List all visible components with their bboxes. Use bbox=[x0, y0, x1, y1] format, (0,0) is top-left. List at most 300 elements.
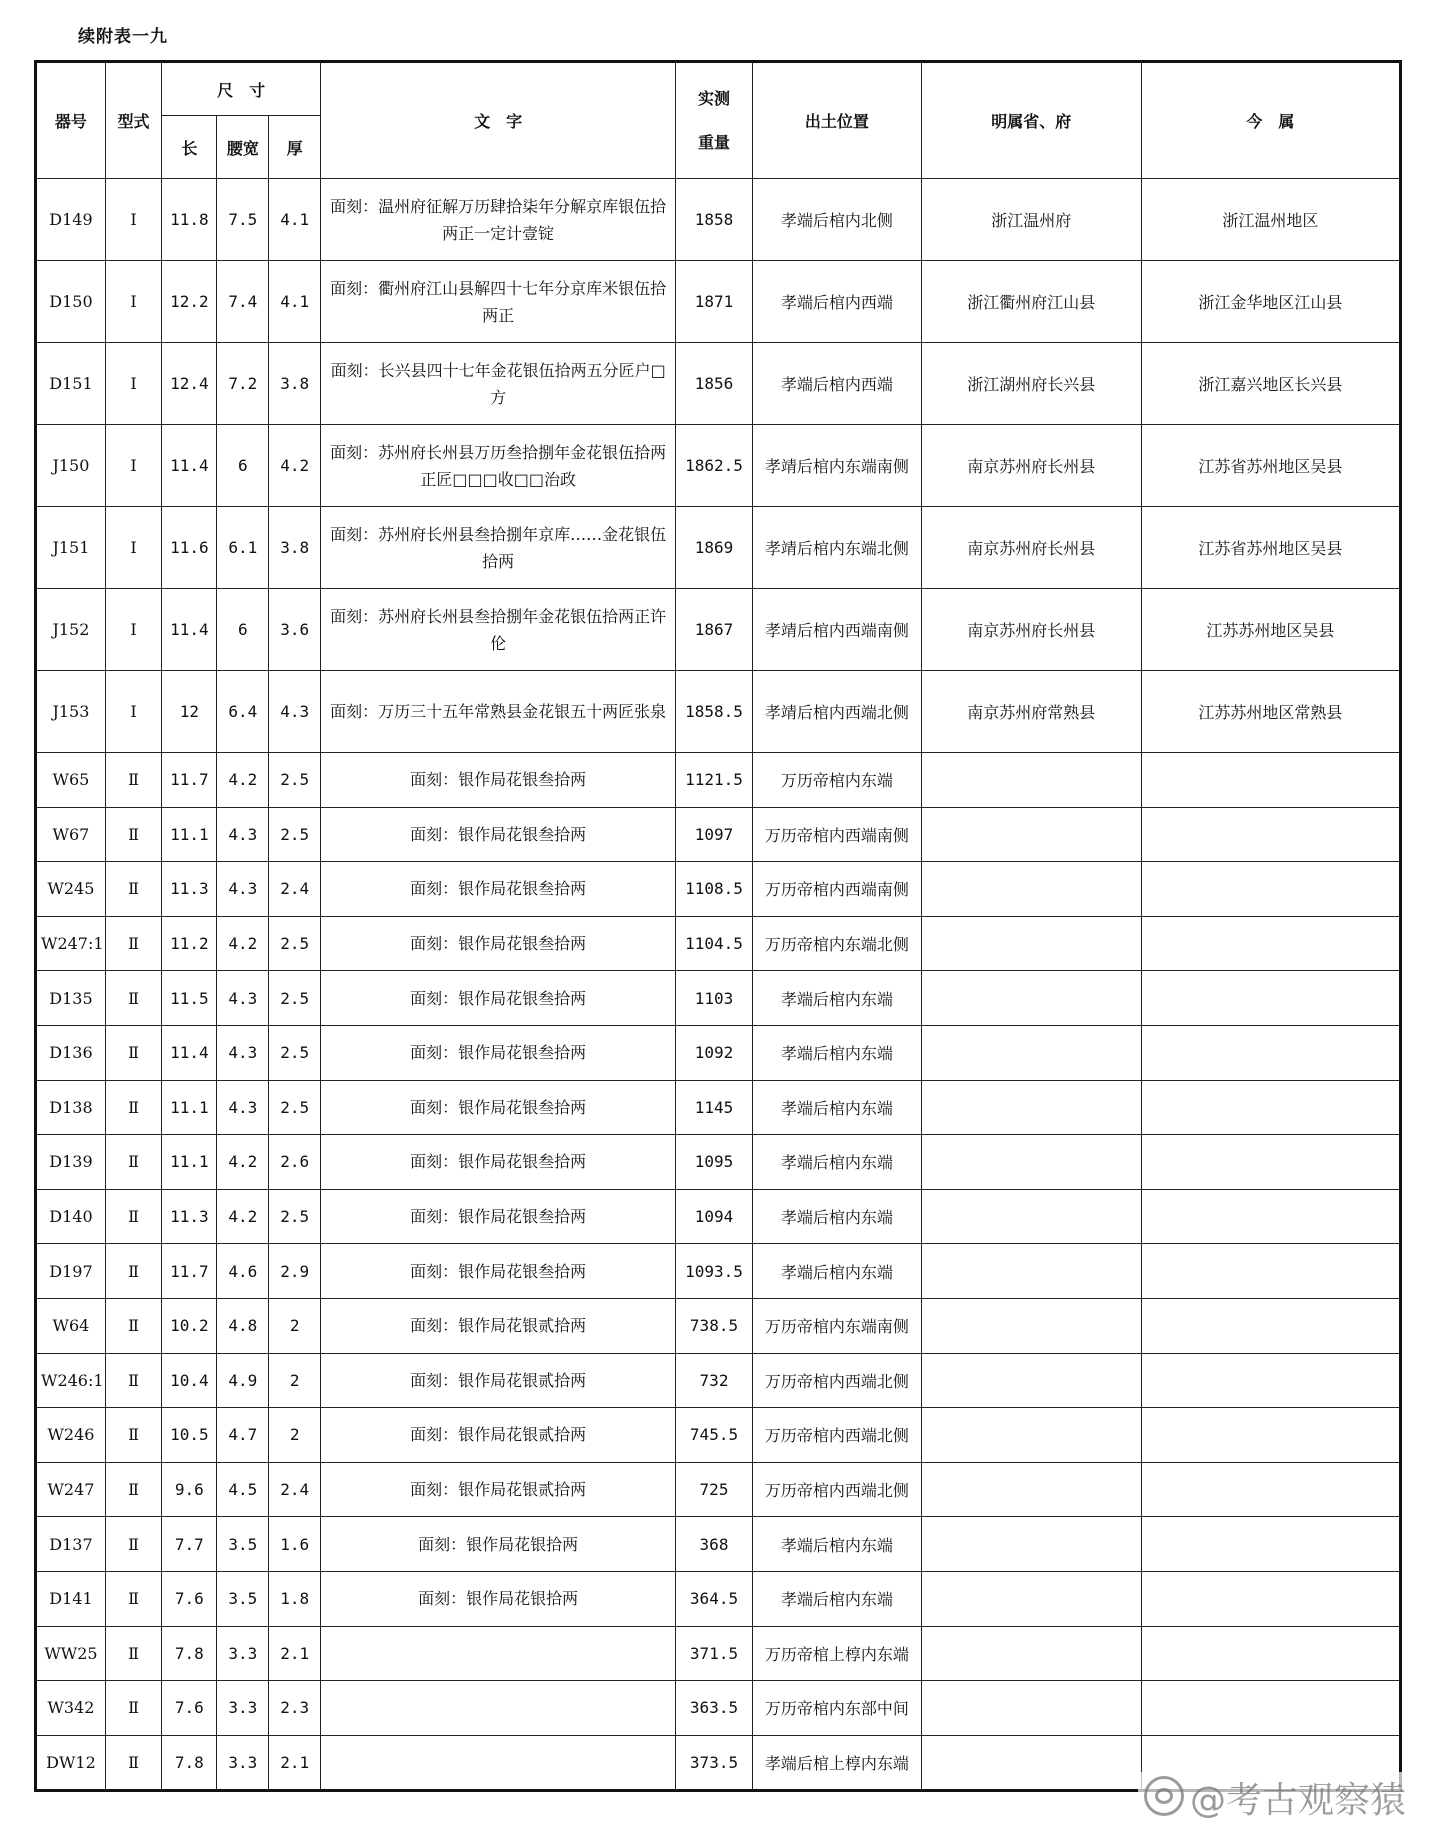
cell-length: 11.4 bbox=[162, 425, 217, 507]
table-caption: 续附表一九 bbox=[78, 27, 168, 47]
table-row bbox=[36, 862, 1401, 917]
cell-weight: 1862.5 bbox=[676, 425, 753, 507]
cell-waist: 4.7 bbox=[217, 1408, 269, 1463]
cell-inscription: 面刻：银作局花银叁拾两 bbox=[321, 971, 676, 1026]
cell-id: W64 bbox=[36, 1298, 106, 1353]
header-length: 长 bbox=[162, 116, 217, 179]
cell-ming bbox=[921, 1681, 1141, 1736]
cell-location: 孝靖后棺内东端北侧 bbox=[752, 507, 921, 589]
cell-today bbox=[1141, 1189, 1400, 1244]
cell-thick: 2.5 bbox=[269, 1189, 321, 1244]
table-row bbox=[36, 1189, 1401, 1244]
cell-length: 7.6 bbox=[162, 1571, 217, 1626]
cell-type: Ⅱ bbox=[105, 1353, 161, 1408]
cell-location: 孝端后棺内西端 bbox=[752, 261, 921, 343]
cell-ming bbox=[921, 1353, 1141, 1408]
cell-id: D139 bbox=[36, 1135, 106, 1190]
cell-length: 10.2 bbox=[162, 1298, 217, 1353]
cell-waist: 4.9 bbox=[217, 1353, 269, 1408]
cell-thick: 4.2 bbox=[269, 425, 321, 507]
cell-thick: 2.5 bbox=[269, 753, 321, 808]
cell-length: 7.6 bbox=[162, 1681, 217, 1736]
cell-inscription: 面刻：银作局花银叁拾两 bbox=[321, 1189, 676, 1244]
cell-id: W65 bbox=[36, 753, 106, 808]
cell-length: 11.1 bbox=[162, 1135, 217, 1190]
cell-location: 孝端后棺内东端 bbox=[752, 1080, 921, 1135]
table-row bbox=[36, 1462, 1401, 1517]
cell-weight: 1856 bbox=[676, 343, 753, 425]
cell-id: D137 bbox=[36, 1517, 106, 1572]
cell-length: 12 bbox=[162, 671, 217, 753]
cell-inscription: 面刻：万历三十五年常熟县金花银五十两匠张泉 bbox=[321, 671, 676, 753]
header-inscription: 文 字 bbox=[321, 62, 676, 179]
cell-ming bbox=[921, 1626, 1141, 1681]
cell-thick: 2 bbox=[269, 1298, 321, 1353]
cell-ming: 浙江温州府 bbox=[921, 179, 1141, 261]
cell-type: Ⅱ bbox=[105, 1298, 161, 1353]
cell-location: 万历帝棺内西端南侧 bbox=[752, 807, 921, 862]
cell-location: 孝端后棺内东端 bbox=[752, 971, 921, 1026]
cell-type: Ⅱ bbox=[105, 1735, 161, 1791]
cell-length: 7.8 bbox=[162, 1735, 217, 1791]
cell-waist: 7.2 bbox=[217, 343, 269, 425]
cell-ming bbox=[921, 1298, 1141, 1353]
cell-thick: 2.5 bbox=[269, 1080, 321, 1135]
cell-thick: 2.4 bbox=[269, 1462, 321, 1517]
table-row bbox=[36, 807, 1401, 862]
cell-weight: 1867 bbox=[676, 589, 753, 671]
cell-today bbox=[1141, 862, 1400, 917]
cell-location: 万历帝棺内西端北侧 bbox=[752, 1408, 921, 1463]
cell-inscription: 面刻：银作局花银拾两 bbox=[321, 1517, 676, 1572]
cell-length: 11.3 bbox=[162, 862, 217, 917]
cell-type: Ⅱ bbox=[105, 862, 161, 917]
cell-type: Ⅱ bbox=[105, 1571, 161, 1626]
cell-location: 万历帝棺内东端 bbox=[752, 753, 921, 808]
cell-weight: 725 bbox=[676, 1462, 753, 1517]
cell-type: Ⅱ bbox=[105, 1189, 161, 1244]
cell-location: 万历帝棺内西端北侧 bbox=[752, 1353, 921, 1408]
cell-inscription: 面刻：银作局花银贰拾两 bbox=[321, 1408, 676, 1463]
cell-id: W246:1 bbox=[36, 1353, 106, 1408]
cell-thick: 2.6 bbox=[269, 1135, 321, 1190]
cell-weight: 1103 bbox=[676, 971, 753, 1026]
cell-location: 万历帝棺内东端南侧 bbox=[752, 1298, 921, 1353]
cell-inscription: 面刻：苏州府长州县叁拾捌年京库……金花银伍拾两 bbox=[321, 507, 676, 589]
table-row bbox=[36, 1244, 1401, 1299]
cell-inscription: 面刻：衢州府江山县解四十七年分京库米银伍拾两正 bbox=[321, 261, 676, 343]
cell-ming bbox=[921, 916, 1141, 971]
cell-weight: 1097 bbox=[676, 807, 753, 862]
cell-type: Ⅱ bbox=[105, 1408, 161, 1463]
cell-weight: 1145 bbox=[676, 1080, 753, 1135]
cell-id: J152 bbox=[36, 589, 106, 671]
header-thick: 厚 bbox=[269, 116, 321, 179]
cell-id: W67 bbox=[36, 807, 106, 862]
watermark bbox=[1138, 1772, 1412, 1823]
table-row bbox=[36, 507, 1401, 589]
cell-weight: 1092 bbox=[676, 1025, 753, 1080]
cell-ming bbox=[921, 753, 1141, 808]
cell-type: Ⅱ bbox=[105, 1462, 161, 1517]
table-row bbox=[36, 1408, 1401, 1463]
cell-length: 9.6 bbox=[162, 1462, 217, 1517]
cell-waist: 7.4 bbox=[217, 261, 269, 343]
header-ming: 明属省、府 bbox=[921, 62, 1141, 179]
cell-today bbox=[1141, 916, 1400, 971]
table-row bbox=[36, 1298, 1401, 1353]
cell-type: Ⅰ bbox=[105, 261, 161, 343]
cell-today: 浙江金华地区江山县 bbox=[1141, 261, 1400, 343]
cell-location: 万历帝棺上椁内东端 bbox=[752, 1626, 921, 1681]
cell-length: 11.5 bbox=[162, 971, 217, 1026]
cell-location: 孝端后棺上椁内东端 bbox=[752, 1735, 921, 1791]
cell-inscription: 面刻：银作局花银贰拾两 bbox=[321, 1462, 676, 1517]
table-row bbox=[36, 1353, 1401, 1408]
cell-inscription bbox=[321, 1735, 676, 1791]
cell-waist: 4.3 bbox=[217, 862, 269, 917]
cell-type: Ⅰ bbox=[105, 425, 161, 507]
cell-id: WW25 bbox=[36, 1626, 106, 1681]
cell-location: 孝端后棺内北侧 bbox=[752, 179, 921, 261]
cell-type: Ⅱ bbox=[105, 1244, 161, 1299]
cell-thick: 1.6 bbox=[269, 1517, 321, 1572]
cell-waist: 4.2 bbox=[217, 1189, 269, 1244]
cell-thick: 2.5 bbox=[269, 916, 321, 971]
cell-inscription: 面刻：银作局花银叁拾两 bbox=[321, 1244, 676, 1299]
cell-id: W247:1 bbox=[36, 916, 106, 971]
table-row bbox=[36, 1025, 1401, 1080]
cell-weight: 1858.5 bbox=[676, 671, 753, 753]
cell-weight: 1093.5 bbox=[676, 1244, 753, 1299]
cell-thick: 2.4 bbox=[269, 862, 321, 917]
cell-waist: 6.4 bbox=[217, 671, 269, 753]
cell-waist: 3.3 bbox=[217, 1681, 269, 1736]
cell-today: 江苏苏州地区常熟县 bbox=[1141, 671, 1400, 753]
cell-location: 孝端后棺内东端 bbox=[752, 1244, 921, 1299]
cell-waist: 4.5 bbox=[217, 1462, 269, 1517]
table-body bbox=[36, 179, 1401, 1791]
cell-inscription: 面刻：银作局花银贰拾两 bbox=[321, 1298, 676, 1353]
cell-location: 万历帝棺内东端北侧 bbox=[752, 916, 921, 971]
cell-location: 孝端后棺内东端 bbox=[752, 1189, 921, 1244]
cell-thick: 4.1 bbox=[269, 179, 321, 261]
cell-location: 孝端后棺内西端 bbox=[752, 343, 921, 425]
cell-length: 11.6 bbox=[162, 507, 217, 589]
cell-weight: 738.5 bbox=[676, 1298, 753, 1353]
cell-today: 浙江嘉兴地区长兴县 bbox=[1141, 343, 1400, 425]
cell-length: 10.4 bbox=[162, 1353, 217, 1408]
cell-thick: 2.1 bbox=[269, 1626, 321, 1681]
cell-waist: 4.3 bbox=[217, 1080, 269, 1135]
watermark-text: @考古观察猿 bbox=[1189, 1780, 1406, 1821]
cell-today bbox=[1141, 971, 1400, 1026]
cell-length: 11.1 bbox=[162, 1080, 217, 1135]
cell-type: Ⅰ bbox=[105, 343, 161, 425]
cell-thick: 3.8 bbox=[269, 507, 321, 589]
cell-ming bbox=[921, 1408, 1141, 1463]
cell-type: Ⅱ bbox=[105, 916, 161, 971]
cell-today: 江苏省苏州地区吴县 bbox=[1141, 425, 1400, 507]
cell-today bbox=[1141, 1244, 1400, 1299]
table-row bbox=[36, 971, 1401, 1026]
cell-inscription: 面刻：银作局花银叁拾两 bbox=[321, 807, 676, 862]
cell-type: Ⅱ bbox=[105, 1517, 161, 1572]
cell-waist: 6 bbox=[217, 589, 269, 671]
cell-id: J151 bbox=[36, 507, 106, 589]
cell-location: 万历帝棺内西端北侧 bbox=[752, 1462, 921, 1517]
cell-inscription: 面刻：银作局花银叁拾两 bbox=[321, 1080, 676, 1135]
table-row bbox=[36, 1626, 1401, 1681]
cell-length: 11.2 bbox=[162, 916, 217, 971]
cell-location: 孝靖后棺内东端南侧 bbox=[752, 425, 921, 507]
cell-ming bbox=[921, 1571, 1141, 1626]
cell-today bbox=[1141, 1626, 1400, 1681]
cell-location: 孝端后棺内东端 bbox=[752, 1135, 921, 1190]
cell-today bbox=[1141, 1408, 1400, 1463]
cell-waist: 4.8 bbox=[217, 1298, 269, 1353]
cell-location: 孝端后棺内东端 bbox=[752, 1517, 921, 1572]
cell-ming: 浙江湖州府长兴县 bbox=[921, 343, 1141, 425]
cell-id: D141 bbox=[36, 1571, 106, 1626]
cell-weight: 1121.5 bbox=[676, 753, 753, 808]
table-row bbox=[36, 179, 1401, 261]
cell-length: 11.7 bbox=[162, 1244, 217, 1299]
table-row bbox=[36, 916, 1401, 971]
cell-thick: 3.8 bbox=[269, 343, 321, 425]
cell-inscription: 面刻：苏州府长州县万历叁拾捌年金花银伍拾两正匠□□□收□□治政 bbox=[321, 425, 676, 507]
cell-waist: 3.3 bbox=[217, 1626, 269, 1681]
cell-type: Ⅱ bbox=[105, 1135, 161, 1190]
cell-ming: 南京苏州府常熟县 bbox=[921, 671, 1141, 753]
cell-weight: 1104.5 bbox=[676, 916, 753, 971]
header-weight bbox=[676, 62, 753, 179]
cell-ming bbox=[921, 1735, 1141, 1791]
cell-today bbox=[1141, 1517, 1400, 1572]
cell-inscription: 面刻：温州府征解万历肆拾柒年分解京库银伍拾两正一定计壹锭 bbox=[321, 179, 676, 261]
table-row bbox=[36, 425, 1401, 507]
cell-ming bbox=[921, 1244, 1141, 1299]
cell-id: J153 bbox=[36, 671, 106, 753]
weibo-icon bbox=[1144, 1776, 1184, 1816]
cell-ming: 南京苏州府长州县 bbox=[921, 507, 1141, 589]
cell-inscription: 面刻：银作局花银贰拾两 bbox=[321, 1353, 676, 1408]
cell-weight: 732 bbox=[676, 1353, 753, 1408]
cell-id: D150 bbox=[36, 261, 106, 343]
table-row bbox=[36, 1135, 1401, 1190]
cell-length: 11.1 bbox=[162, 807, 217, 862]
cell-type: Ⅰ bbox=[105, 671, 161, 753]
cell-inscription: 面刻：银作局花银拾两 bbox=[321, 1571, 676, 1626]
cell-waist: 4.3 bbox=[217, 807, 269, 862]
cell-waist: 3.5 bbox=[217, 1517, 269, 1572]
cell-location: 万历帝棺内东部中间 bbox=[752, 1681, 921, 1736]
cell-waist: 4.3 bbox=[217, 971, 269, 1026]
silver-ingot-table bbox=[34, 60, 1402, 1792]
header-weight-top: 实测 bbox=[698, 88, 731, 108]
cell-waist: 7.5 bbox=[217, 179, 269, 261]
cell-today bbox=[1141, 1681, 1400, 1736]
cell-id: W246 bbox=[36, 1408, 106, 1463]
cell-ming bbox=[921, 1189, 1141, 1244]
cell-id: D135 bbox=[36, 971, 106, 1026]
cell-waist: 4.6 bbox=[217, 1244, 269, 1299]
cell-type: Ⅱ bbox=[105, 753, 161, 808]
cell-ming bbox=[921, 862, 1141, 917]
cell-waist: 4.2 bbox=[217, 916, 269, 971]
cell-weight: 1871 bbox=[676, 261, 753, 343]
cell-thick: 2.1 bbox=[269, 1735, 321, 1791]
cell-ming: 南京苏州府长州县 bbox=[921, 425, 1141, 507]
cell-id: D140 bbox=[36, 1189, 106, 1244]
cell-ming bbox=[921, 807, 1141, 862]
cell-location: 孝端后棺内东端 bbox=[752, 1025, 921, 1080]
cell-weight: 364.5 bbox=[676, 1571, 753, 1626]
header-waist: 腰宽 bbox=[217, 116, 269, 179]
cell-location: 孝靖后棺内西端南侧 bbox=[752, 589, 921, 671]
cell-thick: 2.3 bbox=[269, 1681, 321, 1736]
cell-id: W245 bbox=[36, 862, 106, 917]
cell-length: 11.4 bbox=[162, 1025, 217, 1080]
cell-ming bbox=[921, 1080, 1141, 1135]
cell-waist: 6 bbox=[217, 425, 269, 507]
cell-inscription: 面刻：银作局花银叁拾两 bbox=[321, 916, 676, 971]
cell-thick: 2.5 bbox=[269, 807, 321, 862]
cell-type: Ⅱ bbox=[105, 1080, 161, 1135]
cell-ming bbox=[921, 971, 1141, 1026]
cell-length: 12.4 bbox=[162, 343, 217, 425]
cell-inscription: 面刻：银作局花银叁拾两 bbox=[321, 1025, 676, 1080]
cell-inscription: 面刻：长兴县四十七年金花银伍拾两五分匠户□方 bbox=[321, 343, 676, 425]
cell-thick: 2.5 bbox=[269, 1025, 321, 1080]
cell-weight: 1095 bbox=[676, 1135, 753, 1190]
cell-id: W247 bbox=[36, 1462, 106, 1517]
cell-type: Ⅱ bbox=[105, 1025, 161, 1080]
cell-inscription: 面刻：银作局花银叁拾两 bbox=[321, 753, 676, 808]
header-today: 今 属 bbox=[1141, 62, 1400, 179]
cell-waist: 4.2 bbox=[217, 753, 269, 808]
cell-today bbox=[1141, 1353, 1400, 1408]
cell-type: Ⅱ bbox=[105, 1681, 161, 1736]
cell-length: 10.5 bbox=[162, 1408, 217, 1463]
cell-type: Ⅱ bbox=[105, 807, 161, 862]
cell-type: Ⅱ bbox=[105, 1626, 161, 1681]
cell-id: J150 bbox=[36, 425, 106, 507]
cell-id: D136 bbox=[36, 1025, 106, 1080]
cell-today bbox=[1141, 1025, 1400, 1080]
cell-thick: 2 bbox=[269, 1408, 321, 1463]
cell-today: 江苏省苏州地区吴县 bbox=[1141, 507, 1400, 589]
cell-id: D138 bbox=[36, 1080, 106, 1135]
cell-ming bbox=[921, 1462, 1141, 1517]
table-row bbox=[36, 753, 1401, 808]
cell-weight: 1869 bbox=[676, 507, 753, 589]
cell-inscription bbox=[321, 1626, 676, 1681]
cell-location: 孝端后棺内东端 bbox=[752, 1571, 921, 1626]
cell-weight: 373.5 bbox=[676, 1735, 753, 1791]
table-row bbox=[36, 1517, 1401, 1572]
cell-ming bbox=[921, 1135, 1141, 1190]
cell-thick: 4.1 bbox=[269, 261, 321, 343]
cell-length: 11.8 bbox=[162, 179, 217, 261]
header-weight-bottom: 重量 bbox=[698, 132, 731, 152]
cell-weight: 1094 bbox=[676, 1189, 753, 1244]
cell-weight: 1108.5 bbox=[676, 862, 753, 917]
table-row bbox=[36, 1681, 1401, 1736]
cell-today bbox=[1141, 1298, 1400, 1353]
cell-waist: 6.1 bbox=[217, 507, 269, 589]
table-row bbox=[36, 261, 1401, 343]
cell-today bbox=[1141, 807, 1400, 862]
header-id: 器号 bbox=[36, 62, 106, 179]
cell-today bbox=[1141, 1080, 1400, 1135]
cell-today bbox=[1141, 753, 1400, 808]
cell-inscription bbox=[321, 1681, 676, 1736]
cell-length: 7.7 bbox=[162, 1517, 217, 1572]
cell-waist: 4.2 bbox=[217, 1135, 269, 1190]
cell-today: 浙江温州地区 bbox=[1141, 179, 1400, 261]
cell-inscription: 面刻：银作局花银叁拾两 bbox=[321, 862, 676, 917]
cell-id: W342 bbox=[36, 1681, 106, 1736]
cell-length: 11.4 bbox=[162, 589, 217, 671]
cell-thick: 4.3 bbox=[269, 671, 321, 753]
cell-type: Ⅰ bbox=[105, 589, 161, 671]
cell-id: D197 bbox=[36, 1244, 106, 1299]
table-row bbox=[36, 343, 1401, 425]
table-row bbox=[36, 589, 1401, 671]
cell-today bbox=[1141, 1135, 1400, 1190]
cell-type: Ⅱ bbox=[105, 971, 161, 1026]
cell-thick: 2.9 bbox=[269, 1244, 321, 1299]
cell-length: 11.7 bbox=[162, 753, 217, 808]
cell-weight: 368 bbox=[676, 1517, 753, 1572]
header-type: 型式 bbox=[105, 62, 161, 179]
cell-weight: 363.5 bbox=[676, 1681, 753, 1736]
cell-waist: 3.5 bbox=[217, 1571, 269, 1626]
cell-waist: 3.3 bbox=[217, 1735, 269, 1791]
cell-ming bbox=[921, 1025, 1141, 1080]
cell-id: D151 bbox=[36, 343, 106, 425]
cell-length: 11.3 bbox=[162, 1189, 217, 1244]
cell-waist: 4.3 bbox=[217, 1025, 269, 1080]
cell-location: 万历帝棺内西端南侧 bbox=[752, 862, 921, 917]
table-row bbox=[36, 1080, 1401, 1135]
cell-ming: 南京苏州府长州县 bbox=[921, 589, 1141, 671]
cell-length: 12.2 bbox=[162, 261, 217, 343]
cell-type: Ⅰ bbox=[105, 179, 161, 261]
cell-thick: 3.6 bbox=[269, 589, 321, 671]
table-row bbox=[36, 1571, 1401, 1626]
header-location: 出土位置 bbox=[752, 62, 921, 179]
cell-type: Ⅰ bbox=[105, 507, 161, 589]
cell-thick: 2.5 bbox=[269, 971, 321, 1026]
table-row bbox=[36, 671, 1401, 753]
cell-id: D149 bbox=[36, 179, 106, 261]
cell-thick: 1.8 bbox=[269, 1571, 321, 1626]
cell-weight: 1858 bbox=[676, 179, 753, 261]
cell-ming: 浙江衢州府江山县 bbox=[921, 261, 1141, 343]
cell-length: 7.8 bbox=[162, 1626, 217, 1681]
cell-today bbox=[1141, 1462, 1400, 1517]
cell-today: 江苏苏州地区吴县 bbox=[1141, 589, 1400, 671]
cell-inscription: 面刻：银作局花银叁拾两 bbox=[321, 1135, 676, 1190]
header-size: 尺 寸 bbox=[162, 62, 321, 116]
cell-weight: 745.5 bbox=[676, 1408, 753, 1463]
cell-today bbox=[1141, 1571, 1400, 1626]
cell-inscription: 面刻：苏州府长州县叁拾捌年金花银伍拾两正许伦 bbox=[321, 589, 676, 671]
cell-weight: 371.5 bbox=[676, 1626, 753, 1681]
cell-id: DW12 bbox=[36, 1735, 106, 1791]
